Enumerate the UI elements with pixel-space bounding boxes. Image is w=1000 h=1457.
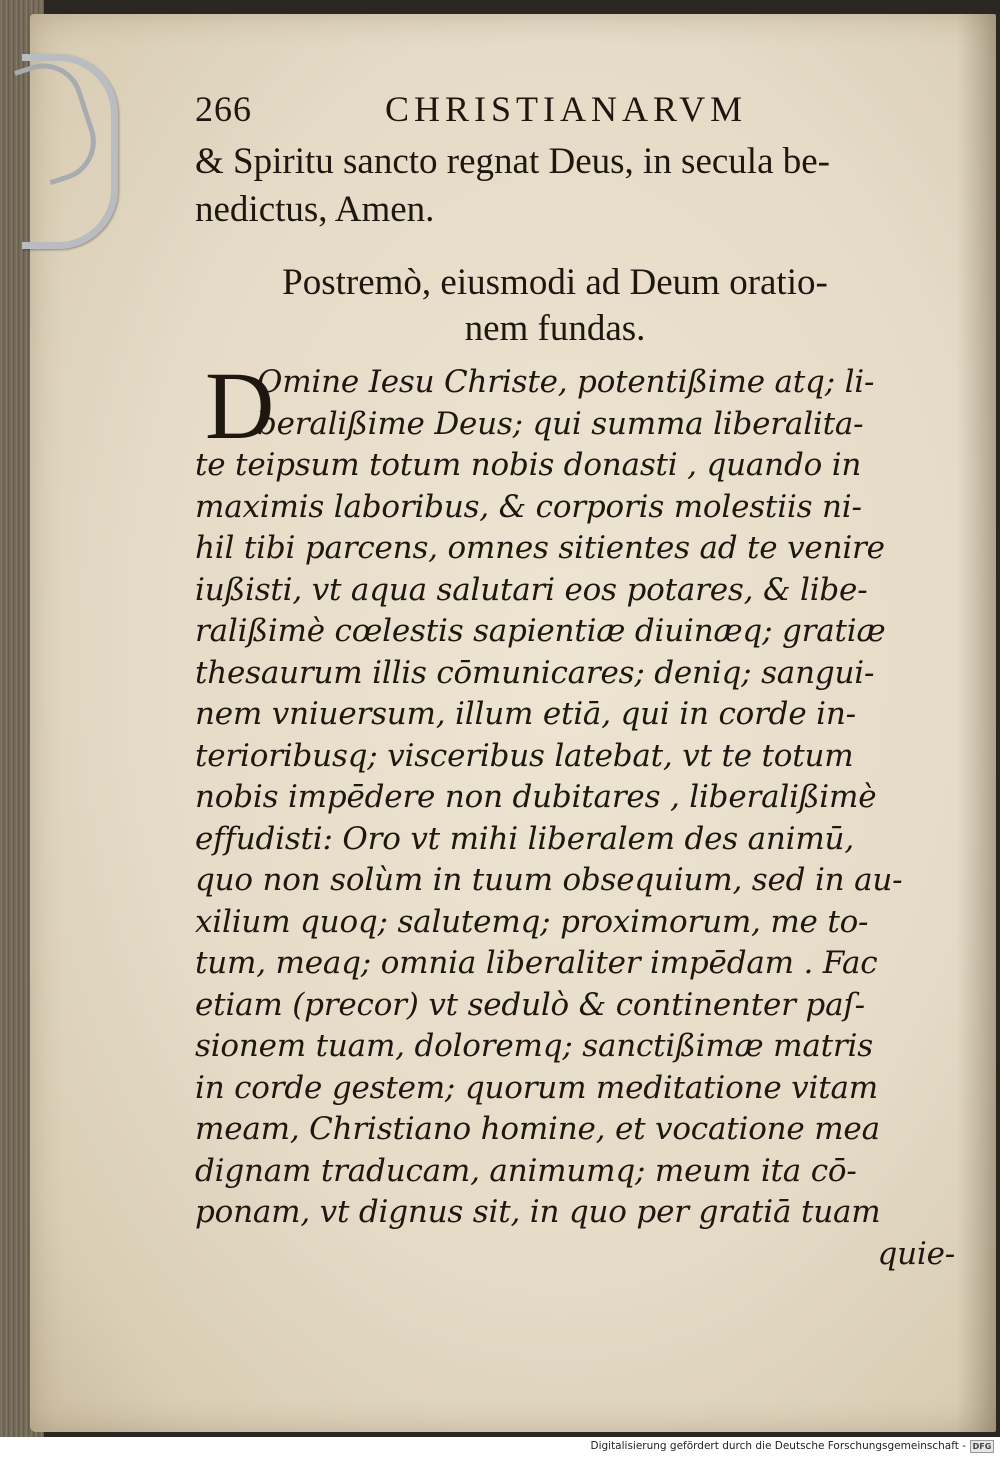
prayer-line: beralißime Deus; qui summa liberalita- bbox=[257, 405, 864, 442]
prayer-line: quo non solùm in tuum obsequium, sed in au- bbox=[195, 862, 903, 898]
opening-line: nedictus, Amen. bbox=[195, 189, 435, 230]
digitization-footer bbox=[0, 1437, 1000, 1457]
prayer-line: ponam, vt dignus sit, in quo per gratiā tuam bbox=[195, 1194, 881, 1230]
page-header bbox=[195, 88, 965, 138]
prayer-line: maximis laboribus, & corporis molestiis ni- bbox=[195, 488, 862, 525]
funding-notice: Digitalisierung gefördert durch die Deutsche Forschungsgemeinschaft - bbox=[590, 1440, 966, 1452]
opening-lines bbox=[195, 138, 965, 234]
prayer-line: sionem tuam, doloremq; sanctißimæ matris bbox=[195, 1028, 873, 1064]
opening-line: & Spiritu sancto regnat Deus, in secula be- bbox=[195, 141, 830, 182]
prayer-line: terioribusq; visceribus latebat, vt te totum bbox=[195, 737, 854, 774]
prayer-line: tum, meaq; omnia liberaliter impēdam . Fac bbox=[195, 945, 878, 981]
prayer-line: te teipsum totum nobis donasti , quando in bbox=[195, 447, 862, 483]
prayer-line: nem vniuersum, illum etiā, qui in corde in- bbox=[195, 696, 856, 732]
prayer-line: in corde gestem; quorum meditatione vitam bbox=[195, 1069, 878, 1106]
catchword: quie- bbox=[877, 1235, 955, 1272]
prayer-line: hil tibi parcens, omnes sitientes ad te venire bbox=[195, 530, 885, 566]
page-number: 266 bbox=[195, 89, 252, 129]
prayer-line: iußisti, vt aqua salutari eos potares, & libe- bbox=[195, 571, 868, 608]
prayer-line: meam, Christiano homine, et vocatione mea bbox=[195, 1111, 880, 1147]
prayer-line: ralißimè cœlestis sapientiæ diuinæq; gratiæ bbox=[195, 613, 886, 649]
paper-clip-icon bbox=[22, 54, 118, 249]
prayer-line: dignam traducam, animumq; meum ita cō- bbox=[195, 1152, 857, 1189]
prayer-text bbox=[195, 352, 965, 1275]
section-heading bbox=[195, 260, 915, 352]
prayer-line: Omine Iesu Christe, potentißime atq; li- bbox=[257, 364, 875, 400]
heading-line: nem fundas. bbox=[464, 308, 646, 349]
drop-cap-initial: D bbox=[205, 352, 275, 459]
dfg-logo: DFG bbox=[970, 1440, 994, 1453]
prayer-line: thesaurum illis cōmunicares; deniq; sangui- bbox=[195, 654, 875, 691]
page-text bbox=[195, 88, 965, 1275]
running-head: CHRISTIANARVM bbox=[385, 89, 748, 129]
prayer-line: etiam (precor) vt sedulò & continenter paſ- bbox=[195, 986, 865, 1023]
prayer-line: nobis impēdere non dubitares , liberalißimè bbox=[195, 779, 877, 815]
prayer-line: xilium quoq; salutemq; proximorum, me to- bbox=[195, 903, 869, 940]
heading-line: Postremò, eiusmodi ad Deum oratio- bbox=[282, 262, 828, 303]
paper-clip-inner-loop bbox=[14, 53, 106, 185]
prayer-line: effudisti: Oro vt mihi liberalem des animū, bbox=[195, 820, 854, 857]
